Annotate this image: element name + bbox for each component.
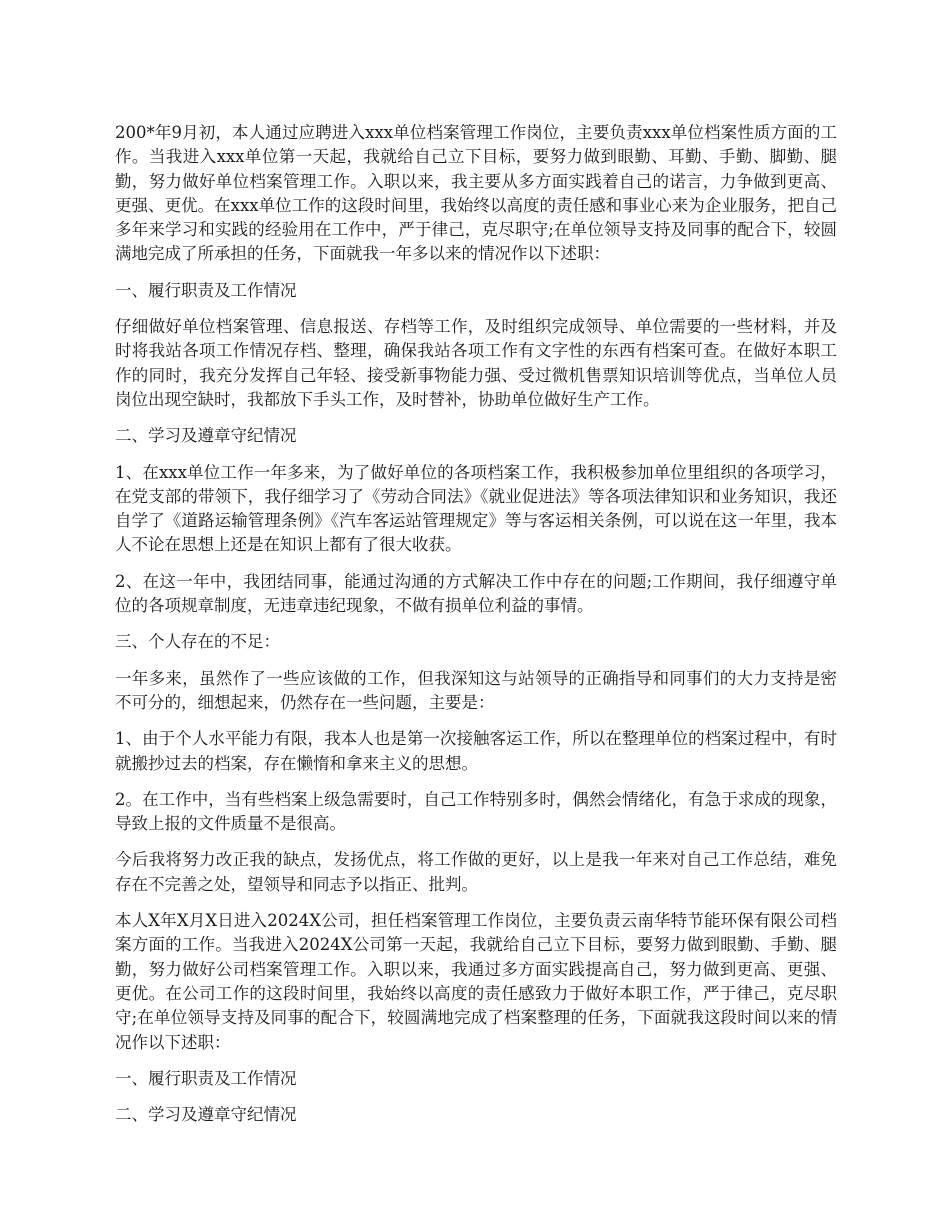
document-body [115, 121, 837, 1139]
shortcoming-item-1: 1、由于个人水平能力有限，我本人也是第一次接触客运工作，所以在整理单位的档案过程中，有时就搬抄过去的档案，存在懒惰和拿来主义的思想。 [115, 729, 837, 773]
study-paragraph-1: 1、在xxx单位工作一年多来，为了做好单位的各项档案工作，我积极参加单位里组织的各项学习，在党支部的带领下，我仔细学习了《劳动合同法》《就业促进法》等各项法律知识和业务知识，我还自学了《道路运输管理条例》《汽车客运站管理规定》等与客运相关条例，可以说在这一年里，我本人不论在思想上还是在知识上都有了很大收获。 [115, 462, 837, 555]
shortcomings-intro-paragraph: 一年多来，虽然作了一些应该做的工作，但我深知这与站领导的正确指导和同事们的大力支持是密不可分的，细想起来，仍然存在一些问题，主要是： [115, 668, 837, 712]
section-heading-study-2: 二、学习及遵章守纪情况 [115, 1105, 297, 1125]
section-heading-duties: 一、履行职责及工作情况 [115, 280, 297, 300]
shortcoming-item-2: 2。在工作中，当有些档案上级急需要时，自己工作特别多时，偶然会情绪化，有急于求成的现象，导致上报的文件质量不是很高。 [115, 789, 837, 834]
study-paragraph-2: 2、在这一年中，我团结同事，能通过沟通的方式解决工作中存在的问题;工作期间，我仔细遵守单位的各项规章制度，无违章违纪现象，不做有损单位利益的事情。 [115, 571, 837, 616]
section-heading-duties-2: 一、履行职责及工作情况 [115, 1068, 297, 1088]
conclusion-paragraph: 今后我将努力改正我的缺点，发扬优点，将工作做的更好，以上是我一年来对自己工作总结，难免存在不完善之处，望领导和同志予以指正、批判。 [115, 850, 837, 894]
intro-paragraph: 200*年9月初，本人通过应聘进入xxx单位档案管理工作岗位，主要负责xxx单位档案性质方面的工作。当我进入xxx单位第一天起，我就给自己立下目标，要努力做到眼勤、耳勤、手勤、脚勤、腿勤，努力做好单位档案管理工作。入职以来，我主要从多方面实践着自己的诺言，力争做到更高、更强、更优。在xxx单位工作的这段时间里，我始终以高度的责任感和事业心来为企业服务，把自己多年来学习和实践的经验用在工作中，严于律己，克尽职守;在单位领导支持及同事的配合下，较圆满地完成了所承担的任务，下面就我一年多以来的情况作以下述职： [115, 123, 837, 264]
duties-paragraph: 仔细做好单位档案管理、信息报送、存档等工作，及时组织完成领导、单位需要的一些材料，并及时将我站各项工作情况存档、整理，确保我站各项工作有文字性的东西有档案可查。在做好本职工作的同时，我充分发挥自己年轻、接受新事物能力强、受过微机售票知识培训等优点，当单位人员岗位出现空缺时，我都放下手头工作，及时替补，协助单位做好生产工作。 [115, 317, 837, 409]
section-heading-study: 二、学习及遵章守纪情况 [115, 426, 297, 446]
second-intro-paragraph: 本人X年X月X日进入2024X公司，担任档案管理工作岗位，主要负责云南华特节能环保有限公司档案方面的工作。当我进入2024X公司第一天起，我就给自己立下目标，要努力做到眼勤、手勤、腿勤，努力做好公司档案管理工作。入职以来，我通过多方面实践提高自己，努力做到更高、更强、更优。在公司工作的这段时间里，我始终以高度的责任感致力于做好本职工作，严于律己，克尽职守;在单位领导支持及同事的配合下，较圆满地完成了档案整理的任务，下面就我这段时间以来的情况作以下述职： [115, 911, 837, 1052]
section-heading-shortcomings: 三、个人存在的不足： [115, 632, 280, 652]
